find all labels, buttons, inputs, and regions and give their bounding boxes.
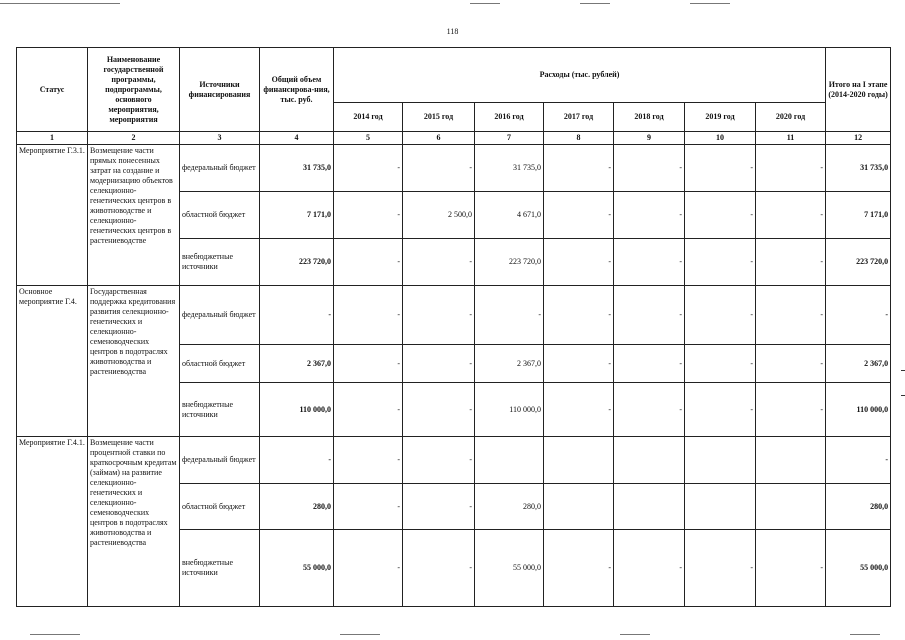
- year-amount: -: [334, 484, 403, 530]
- funding-source: внебюджетные источники: [180, 383, 260, 437]
- column-number: 10: [685, 132, 756, 145]
- scan-edge-bottom-left: [30, 634, 80, 635]
- year-amount: [544, 437, 614, 484]
- year-amount: -: [334, 383, 403, 437]
- header-year: 2020 год: [756, 103, 826, 132]
- year-amount: -: [403, 286, 475, 345]
- year-amount: 223 720,0: [475, 239, 544, 286]
- stage-total-amount: -: [826, 286, 891, 345]
- row-status: Мероприятие Г.3.1.: [17, 145, 88, 286]
- funding-source: внебюджетные источники: [180, 530, 260, 607]
- stage-total-amount: 31 735,0: [826, 145, 891, 192]
- column-number: 12: [826, 132, 891, 145]
- stage-total-amount: 2 367,0: [826, 345, 891, 383]
- year-amount: -: [403, 239, 475, 286]
- total-amount: -: [260, 437, 334, 484]
- header-source: Источники финансирования: [180, 48, 260, 132]
- header-status: Статус: [17, 48, 88, 132]
- year-amount: -: [334, 345, 403, 383]
- year-amount: -: [334, 530, 403, 607]
- year-amount: -: [756, 239, 826, 286]
- budget-table: [16, 47, 891, 607]
- column-number: 9: [614, 132, 685, 145]
- year-amount: -: [756, 145, 826, 192]
- stage-total-amount: -: [826, 437, 891, 484]
- year-amount: -: [614, 145, 685, 192]
- year-amount: 55 000,0: [475, 530, 544, 607]
- funding-source: областной бюджет: [180, 484, 260, 530]
- year-amount: [614, 484, 685, 530]
- year-amount: -: [756, 345, 826, 383]
- column-number: 4: [260, 132, 334, 145]
- year-amount: -: [544, 286, 614, 345]
- column-number: 3: [180, 132, 260, 145]
- table-row: [17, 286, 891, 345]
- row-status: Мероприятие Г.4.1.: [17, 437, 88, 607]
- funding-source: федеральный бюджет: [180, 145, 260, 192]
- row-description: Возмещение части процентной ставки по краткосрочным кредитам (займам) на развитие селекционно-генетических и селекционно-семеноводческих центров в подотраслях животноводства и растениеводства: [88, 437, 180, 607]
- header-year: 2015 год: [403, 103, 475, 132]
- year-amount: -: [403, 145, 475, 192]
- year-amount: -: [756, 286, 826, 345]
- scan-edge-right-tick-2: [901, 395, 905, 396]
- stage-total-amount: 7 171,0: [826, 192, 891, 239]
- funding-source: федеральный бюджет: [180, 437, 260, 484]
- page-number: 118: [446, 27, 459, 36]
- year-amount: -: [614, 530, 685, 607]
- header-year: 2019 год: [685, 103, 756, 132]
- header-expenses: Расходы (тыс. рублей): [334, 48, 826, 103]
- total-amount: -: [260, 286, 334, 345]
- scan-edge-top-mid: [470, 3, 500, 4]
- header-year: 2014 год: [334, 103, 403, 132]
- year-amount: -: [685, 345, 756, 383]
- year-amount: -: [685, 145, 756, 192]
- year-amount: -: [334, 437, 403, 484]
- column-number: 5: [334, 132, 403, 145]
- funding-source: федеральный бюджет: [180, 286, 260, 345]
- column-number: 2: [88, 132, 180, 145]
- column-number: 11: [756, 132, 826, 145]
- header-year: 2018 год: [614, 103, 685, 132]
- header-year: 2017 год: [544, 103, 614, 132]
- row-status: Основное мероприятие Г.4.: [17, 286, 88, 437]
- year-amount: [685, 437, 756, 484]
- total-amount: 55 000,0: [260, 530, 334, 607]
- year-amount: [756, 484, 826, 530]
- year-amount: -: [403, 383, 475, 437]
- year-amount: -: [544, 383, 614, 437]
- funding-source: внебюджетные источники: [180, 239, 260, 286]
- stage-total-amount: 55 000,0: [826, 530, 891, 607]
- year-amount: -: [685, 530, 756, 607]
- year-amount: -: [544, 530, 614, 607]
- year-amount: 2 500,0: [403, 192, 475, 239]
- table-row: [17, 437, 891, 484]
- year-amount: -: [403, 530, 475, 607]
- year-amount: -: [334, 192, 403, 239]
- year-amount: -: [756, 530, 826, 607]
- year-amount: 31 735,0: [475, 145, 544, 192]
- total-amount: 7 171,0: [260, 192, 334, 239]
- column-number: 8: [544, 132, 614, 145]
- year-amount: 110 000,0: [475, 383, 544, 437]
- year-amount: -: [544, 239, 614, 286]
- scan-edge-bottom-right: [850, 634, 880, 635]
- header-total: Общий объем финансирова-ния, тыс. руб.: [260, 48, 334, 132]
- year-amount: -: [403, 484, 475, 530]
- total-amount: 280,0: [260, 484, 334, 530]
- row-description: Государственная поддержка кредитования развития селекционно-генетических и селекционно-семеноводческих центров в подотраслях животноводства и растениеводства: [88, 286, 180, 437]
- stage-total-amount: 110 000,0: [826, 383, 891, 437]
- scan-edge-right-tick: [901, 370, 905, 371]
- column-number: 1: [17, 132, 88, 145]
- scan-edge-top-right: [690, 3, 730, 4]
- stage-total-amount: 223 720,0: [826, 239, 891, 286]
- year-amount: -: [403, 437, 475, 484]
- year-amount: -: [334, 286, 403, 345]
- year-amount: -: [614, 383, 685, 437]
- year-amount: -: [685, 286, 756, 345]
- year-amount: [475, 437, 544, 484]
- column-number: 6: [403, 132, 475, 145]
- year-amount: -: [544, 345, 614, 383]
- year-amount: [685, 484, 756, 530]
- header-name: Наименование государственной программы, подпрограммы, основного мероприятия, мероприятия: [88, 48, 180, 132]
- year-amount: 280,0: [475, 484, 544, 530]
- year-amount: -: [614, 286, 685, 345]
- funding-source: областной бюджет: [180, 345, 260, 383]
- year-amount: -: [614, 345, 685, 383]
- year-amount: 4 671,0: [475, 192, 544, 239]
- total-amount: 31 735,0: [260, 145, 334, 192]
- funding-source: областной бюджет: [180, 192, 260, 239]
- total-amount: 2 367,0: [260, 345, 334, 383]
- year-amount: [614, 437, 685, 484]
- year-amount: -: [544, 192, 614, 239]
- year-amount: -: [614, 239, 685, 286]
- year-amount: 2 367,0: [475, 345, 544, 383]
- year-amount: -: [475, 286, 544, 345]
- stage-total-amount: 280,0: [826, 484, 891, 530]
- year-amount: -: [756, 383, 826, 437]
- year-amount: -: [614, 192, 685, 239]
- column-number-row: [17, 132, 891, 145]
- total-amount: 110 000,0: [260, 383, 334, 437]
- column-number: 7: [475, 132, 544, 145]
- table-row: [17, 145, 891, 192]
- scan-edge-top-left: [0, 3, 120, 4]
- year-amount: -: [334, 239, 403, 286]
- year-amount: -: [403, 345, 475, 383]
- total-amount: 223 720,0: [260, 239, 334, 286]
- year-amount: -: [685, 383, 756, 437]
- year-amount: -: [544, 145, 614, 192]
- scan-edge-bottom-mid: [340, 634, 380, 635]
- year-amount: [756, 437, 826, 484]
- scan-edge-bottom-mid-2: [620, 634, 650, 635]
- year-amount: -: [756, 192, 826, 239]
- header-stage-total: Итого на I этапе (2014-2020 годы): [826, 48, 891, 132]
- row-description: Возмещение части прямых понесенных затрат на создание и модернизацию объектов селекционно-генетических центров в животноводстве и селекционно-генетических центров в растениеводстве: [88, 145, 180, 286]
- year-amount: -: [685, 239, 756, 286]
- year-amount: -: [334, 145, 403, 192]
- year-amount: [544, 484, 614, 530]
- header-year: 2016 год: [475, 103, 544, 132]
- scan-edge-top-mid-2: [580, 3, 610, 4]
- year-amount: -: [685, 192, 756, 239]
